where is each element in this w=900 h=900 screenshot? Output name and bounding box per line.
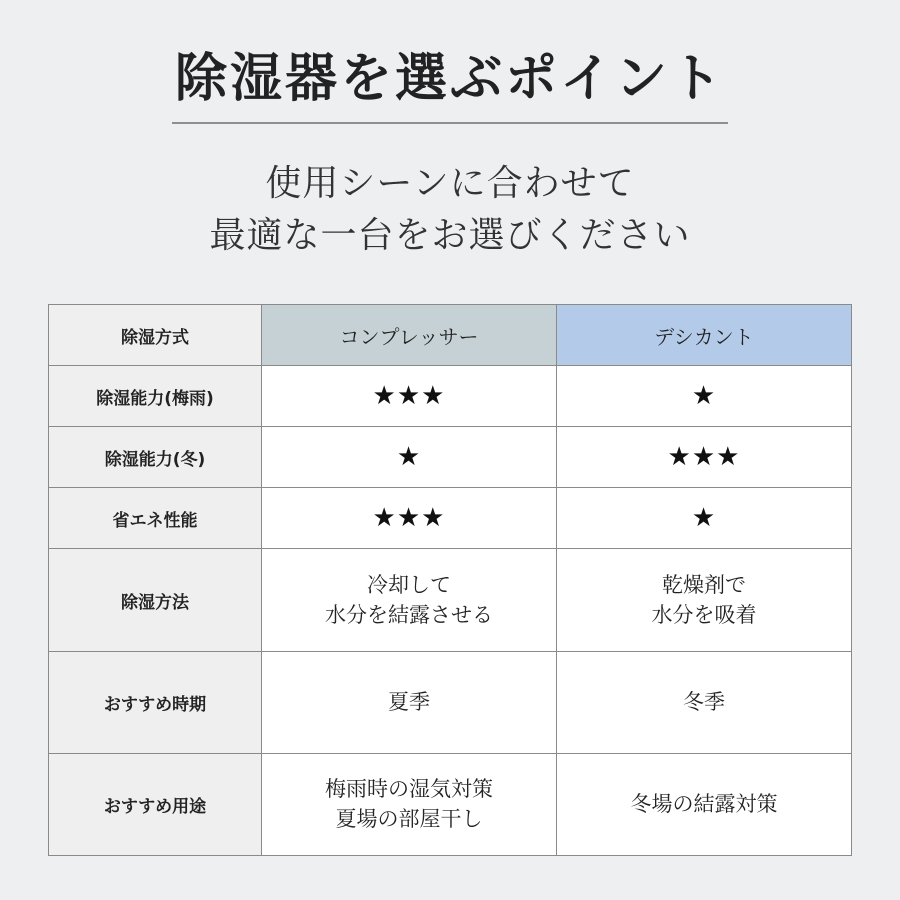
table-row bbox=[49, 366, 852, 427]
table-row bbox=[49, 488, 852, 549]
rating-stars-compressor: ★★★ bbox=[262, 488, 557, 549]
cell-text-line: 冷却して bbox=[367, 573, 451, 598]
header-compressor: コンプレッサー bbox=[262, 305, 557, 366]
rating-stars-desiccant: ★ bbox=[557, 488, 852, 549]
comparison-table bbox=[48, 304, 852, 856]
cell-text-line: 梅雨時の湿気対策 bbox=[325, 777, 493, 802]
table-row bbox=[49, 549, 852, 651]
cell-text-line: 水分を結露させる bbox=[325, 603, 493, 628]
row-label-energy-efficiency: 省エネ性能 bbox=[49, 488, 262, 549]
header-label-cell: 除湿方式 bbox=[49, 305, 262, 366]
season-compressor-cell: 夏季 bbox=[262, 651, 557, 753]
table-row bbox=[49, 427, 852, 488]
method-desiccant-cell bbox=[557, 549, 852, 651]
use-compressor-cell bbox=[262, 753, 557, 855]
rating-stars-compressor: ★★★ bbox=[262, 366, 557, 427]
title-underline bbox=[172, 122, 728, 124]
subtitle bbox=[0, 158, 900, 262]
method-compressor-cell bbox=[262, 549, 557, 651]
use-desiccant-cell: 冬場の結露対策 bbox=[557, 753, 852, 855]
season-desiccant-cell: 冬季 bbox=[557, 651, 852, 753]
rating-stars-desiccant: ★ bbox=[557, 366, 852, 427]
rating-stars-desiccant: ★★★ bbox=[557, 427, 852, 488]
rating-stars-compressor: ★ bbox=[262, 427, 557, 488]
header-desiccant: デシカント bbox=[557, 305, 852, 366]
table-row bbox=[49, 651, 852, 753]
subtitle-line-2: 最適な一台をお選びください bbox=[209, 215, 691, 256]
table-row bbox=[49, 753, 852, 855]
subtitle-line-1: 使用シーンに合わせて bbox=[265, 163, 635, 204]
cell-text-line: 夏場の部屋干し bbox=[335, 807, 483, 832]
cell-text-line: 水分を吸着 bbox=[651, 603, 757, 628]
row-label-rainy-capacity: 除湿能力(梅雨) bbox=[49, 366, 262, 427]
row-label-winter-capacity: 除湿能力(冬) bbox=[49, 427, 262, 488]
page-title: 除湿器を選ぶポイント bbox=[174, 49, 725, 109]
cell-text-line: 乾燥剤で bbox=[662, 573, 746, 598]
table-header-row bbox=[49, 305, 852, 366]
row-label-method: 除湿方法 bbox=[49, 549, 262, 651]
row-label-season: おすすめ時期 bbox=[49, 651, 262, 753]
row-label-use-case: おすすめ用途 bbox=[49, 753, 262, 855]
